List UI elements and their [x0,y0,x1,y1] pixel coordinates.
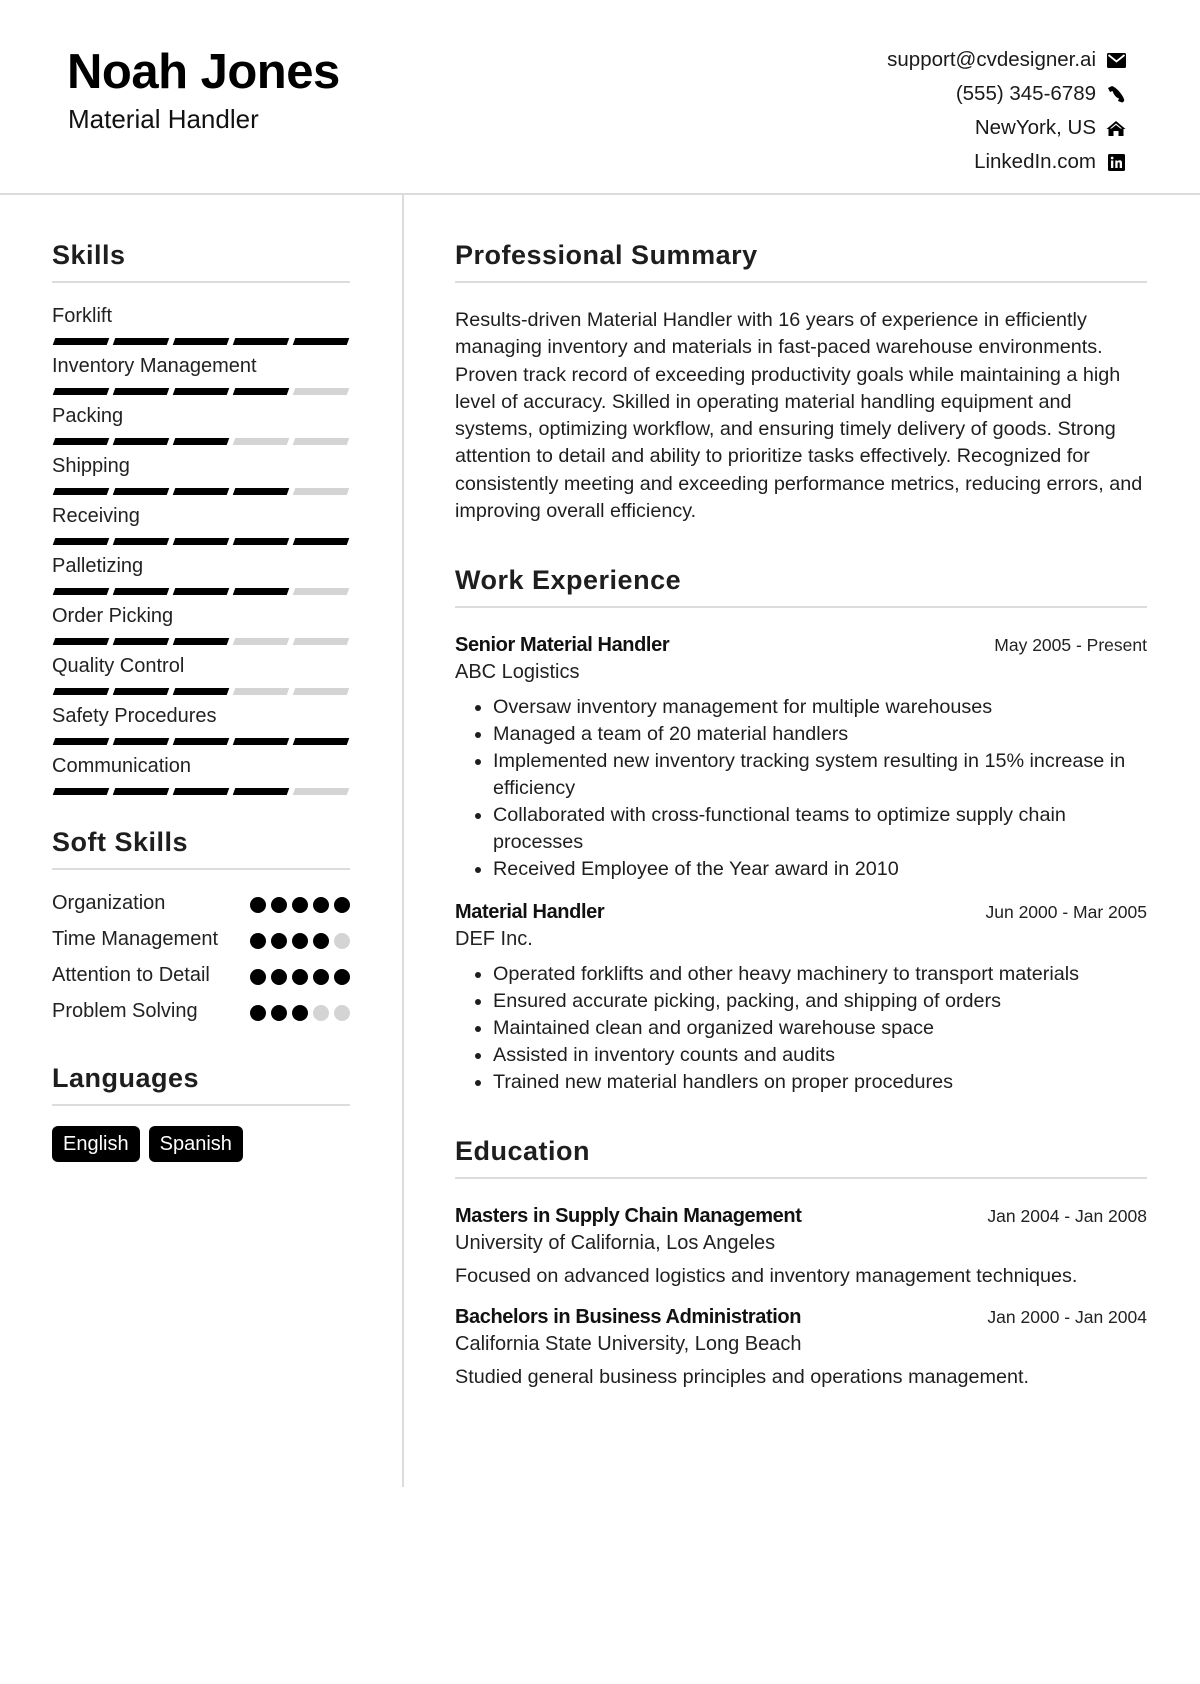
rating-bar-filled [53,638,110,645]
company-name: ABC Logistics [455,661,580,684]
rating-dot-filled [250,897,266,913]
education-entry [455,1205,1147,1288]
job-date: May 2005 - Present [994,635,1147,656]
rating-bar-empty [233,438,290,445]
contact-list [887,43,1126,179]
rating-bar-filled [173,788,230,795]
job-header [455,901,1147,924]
rating-bar-filled [173,688,230,695]
skill-rating-bars [54,538,350,545]
skill-item [52,353,350,395]
rating-bar-filled [113,438,170,445]
skill-name: Safety Procedures [52,705,217,727]
rating-dot-filled [271,1005,287,1021]
home-icon [1106,118,1126,138]
rating-bar-filled [53,738,110,745]
rating-dot-empty [334,1005,350,1021]
rating-bar-filled [173,588,230,595]
soft-skill-rating-dots [250,926,350,953]
skill-item [52,703,350,745]
soft-skill-item [52,998,350,1025]
skill-name: Shipping [52,455,130,477]
rating-dot-filled [292,897,308,913]
contact-linkedin[interactable] [974,145,1126,179]
rating-bar-filled [113,338,170,345]
job-bullets [493,694,1147,883]
soft-skill-rating-dots [250,962,350,989]
rating-bar-empty [293,438,350,445]
rating-bar-empty [293,638,350,645]
job-bullet: • Trained new material handlers on proper procedures [493,1069,1147,1096]
skill-item [52,603,350,645]
soft-skill-name: Organization [52,892,166,914]
skill-name: Inventory Management [52,355,257,377]
rating-bar-filled [173,738,230,745]
jobs-list [455,634,1147,1096]
rating-bar-filled [113,388,170,395]
skill-rating-bars [54,438,350,445]
rating-bar-empty [293,388,350,395]
skill-item [52,403,350,445]
school-name: California State University, Long Beach [455,1333,802,1356]
soft-skill-rating-dots [250,890,350,917]
soft-skill-item [52,926,350,953]
summary-text: Results-driven Material Handler with 16 years of experience in efficiently managing inventory and materials in fast-paced warehouse environments. Proven track record of exceeding productivity goals while maintaining a high level of accuracy. Skilled in operating material handling equipment and systems, optimizing workflow, and ensuring timely delivery of goods. Strong attention to detail and ability to prioritize tasks effectively. Recognized for consistently meeting and exceeding performance metrics, reducing errors, and improving overall efficiency. [455,309,1143,523]
degree-title: Bachelors in Business Administration [455,1306,802,1329]
rating-bar-filled [173,638,230,645]
job-date: Jun 2000 - Mar 2005 [985,902,1147,923]
skill-item [52,453,350,495]
rating-bar-filled [233,788,290,795]
job-bullet: • Assisted in inventory counts and audits [493,1042,1147,1069]
rating-bar-filled [233,538,290,545]
rating-bar-filled [53,338,110,345]
skill-rating-bars [54,338,350,345]
phone-icon [1106,84,1126,104]
skill-rating-bars [54,688,350,695]
rating-dot-filled [250,1005,266,1021]
job-bullet: • Received Employee of the Year award in 2010 [493,856,1147,883]
summary-section [455,240,1147,525]
education-header [455,1306,1147,1329]
job-bullets [493,961,1147,1096]
skill-name: Communication [52,755,191,777]
soft-skill-name: Attention to Detail [52,964,210,986]
skill-name: Palletizing [52,555,144,577]
rating-dot-empty [334,933,350,949]
education-date: Jan 2004 - Jan 2008 [987,1206,1147,1227]
rating-dot-filled [271,933,287,949]
rating-dot-filled [271,897,287,913]
rating-bar-filled [233,488,290,495]
resume-header [0,0,1200,195]
languages-section [52,1063,350,1162]
rating-dot-filled [334,969,350,985]
skill-item [52,303,350,345]
contact-phone[interactable] [956,77,1126,111]
skill-item [52,503,350,545]
section-title-summary: Professional Summary [455,240,1147,283]
skill-rating-bars [54,488,350,495]
rating-dot-filled [292,1005,308,1021]
rating-bar-filled [53,688,110,695]
education-entry [455,1306,1147,1389]
education-section [455,1136,1147,1389]
skill-name: Packing [52,405,124,427]
rating-bar-filled [173,338,230,345]
soft-skills-list [52,890,350,1025]
soft-skill-name: Problem Solving [52,1000,198,1022]
skill-rating-bars [54,788,350,795]
location-text: NewYork, US [974,116,1096,139]
rating-dot-filled [292,969,308,985]
contact-location [975,111,1126,145]
rating-bar-filled [113,588,170,595]
rating-bar-empty [293,788,350,795]
rating-dot-filled [250,933,266,949]
skill-rating-bars [54,388,350,395]
section-title-languages: Languages [52,1063,350,1106]
rating-dot-filled [292,933,308,949]
rating-bar-filled [113,688,170,695]
candidate-title: Material Handler [68,104,259,134]
soft-skill-item [52,962,350,989]
rating-bar-filled [113,788,170,795]
rating-dot-filled [313,933,329,949]
job-header [455,634,1147,657]
rating-bar-filled [113,738,170,745]
job-bullet: • Collaborated with cross-functional teams to optimize supply chain processes [493,802,1147,856]
rating-bar-filled [233,388,290,395]
job-bullet: • Operated forklifts and other heavy machinery to transport materials [493,961,1147,988]
education-description: Focused on advanced logistics and inventory management techniques. [455,1265,1078,1288]
contact-email[interactable] [887,43,1126,77]
linkedin-icon [1106,152,1126,172]
rating-bar-filled [53,588,110,595]
rating-bar-filled [53,788,110,795]
skill-name: Quality Control [52,655,185,677]
section-title-soft-skills: Soft Skills [52,827,350,870]
rating-bar-filled [113,488,170,495]
rating-bar-filled [53,488,110,495]
education-header [455,1205,1147,1228]
skill-rating-bars [54,588,350,595]
candidate-name: Noah Jones [67,45,340,99]
rating-bar-filled [173,438,230,445]
column-divider [402,195,404,1487]
rating-bar-filled [233,338,290,345]
section-title-experience: Work Experience [455,565,1147,608]
skill-name: Receiving [52,505,140,527]
section-title-education: Education [455,1136,1147,1179]
job-entry [455,634,1147,883]
skill-name: Forklift [52,305,112,327]
job-title: Material Handler [455,901,605,924]
job-bullet: • Ensured accurate picking, packing, and shipping of orders [493,988,1147,1015]
envelope-icon [1106,50,1126,70]
rating-dot-filled [334,897,350,913]
rating-dot-empty [313,1005,329,1021]
job-entry [455,901,1147,1096]
skill-item [52,653,350,695]
job-bullet: • Implemented new inventory tracking system resulting in 15% increase in efficiency [493,748,1147,802]
company-name: DEF Inc. [455,928,533,951]
skills-section [52,240,350,795]
education-list [455,1205,1147,1389]
language-badge: Spanish [149,1126,243,1162]
rating-bar-filled [173,488,230,495]
rating-dot-filled [313,897,329,913]
job-title: Senior Material Handler [455,634,670,657]
rating-dot-filled [271,969,287,985]
skill-item [52,553,350,595]
rating-bar-empty [233,638,290,645]
skill-rating-bars [54,638,350,645]
soft-skill-rating-dots [250,998,350,1025]
section-title-skills: Skills [52,240,350,283]
soft-skill-name: Time Management [52,928,218,950]
rating-bar-filled [53,388,110,395]
degree-title: Masters in Supply Chain Management [455,1205,802,1228]
soft-skills-section [52,827,350,1025]
skill-name: Order Picking [52,605,174,627]
rating-bar-empty [233,688,290,695]
skill-rating-bars [54,738,350,745]
rating-bar-filled [293,738,350,745]
education-description: Studied general business principles and operations management. [455,1366,1030,1389]
rating-bar-filled [173,388,230,395]
rating-bar-empty [293,588,350,595]
rating-bar-filled [293,338,350,345]
rating-bar-filled [173,538,230,545]
job-bullet: • Maintained clean and organized warehouse space [493,1015,1147,1042]
rating-bar-filled [53,438,110,445]
phone-text: (555) 345-6789 [955,82,1096,105]
skill-item [52,753,350,795]
rating-dot-filled [313,969,329,985]
rating-bar-empty [293,688,350,695]
main-content [455,240,1147,1389]
soft-skill-item [52,890,350,917]
rating-bar-filled [53,538,110,545]
rating-bar-filled [293,538,350,545]
school-name: University of California, Los Angeles [455,1232,776,1255]
skills-list [52,303,350,795]
job-bullet: • Oversaw inventory management for multiple warehouses [493,694,1147,721]
rating-bar-filled [113,638,170,645]
rating-bar-filled [113,538,170,545]
rating-dot-filled [250,969,266,985]
sidebar [52,240,350,1162]
linkedin-text: LinkedIn.com [974,150,1096,173]
job-bullet: • Managed a team of 20 material handlers [493,721,1147,748]
language-badge: English [52,1126,140,1162]
rating-bar-filled [233,588,290,595]
email-text: support@cvdesigner.ai [887,48,1096,71]
language-list [52,1126,350,1162]
rating-bar-empty [293,488,350,495]
education-date: Jan 2000 - Jan 2004 [987,1307,1147,1328]
rating-bar-filled [233,738,290,745]
experience-section [455,565,1147,1096]
